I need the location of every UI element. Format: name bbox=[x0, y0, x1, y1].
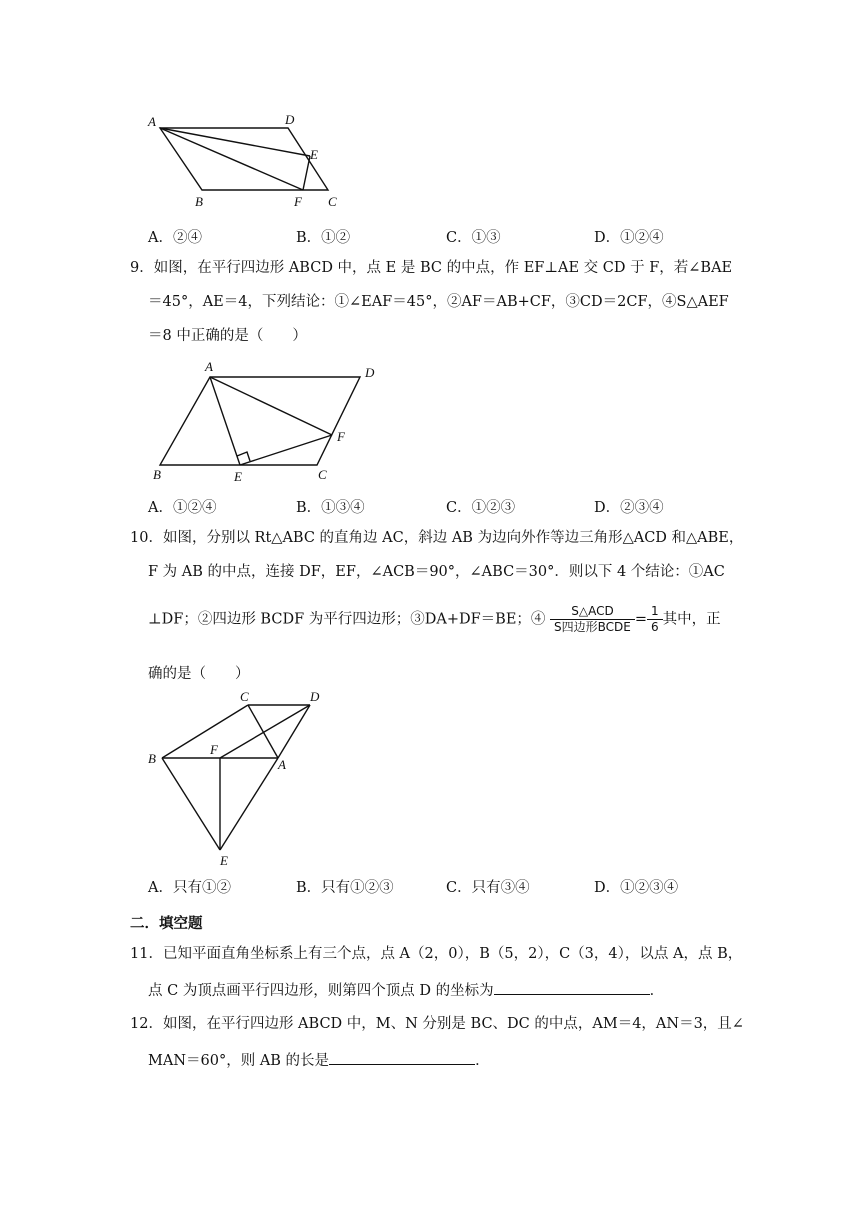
q8-option-a: A．②④ bbox=[148, 230, 202, 246]
q11-end: ． bbox=[649, 983, 665, 999]
fig8-label-B: B bbox=[195, 194, 203, 209]
q10-frac-denominator: S四边形BCDE bbox=[554, 620, 631, 634]
q10-line3-pre: ⊥DF；②四边形 BCDF 为平行四边形；③DA+DF＝BE；④ bbox=[148, 611, 546, 628]
q11-line2-text: 点 C 为顶点画平行四边形，则第四个顶点 D 的坐标为 bbox=[148, 983, 494, 999]
fig9-label-C: C bbox=[318, 467, 327, 482]
q9-line3: ＝8 中正确的是（ ） bbox=[148, 328, 307, 344]
fig8-label-A: A bbox=[148, 114, 156, 129]
q10-line2: F 为 AB 的中点，连接 DF，EF，∠ACB＝90°，∠ABC＝30°．则以下 4 个结论：①AC bbox=[148, 564, 725, 580]
q8-option-b: B．①② bbox=[296, 230, 351, 246]
q9-line2: ＝45°，AE＝4，下列结论：①∠EAF＝45°，②AF＝AB+CF，③CD＝2CF，④S△AEF bbox=[148, 294, 729, 310]
q9-option-b: B．①③④ bbox=[296, 500, 365, 516]
q11-answer-blank[interactable] bbox=[494, 980, 650, 995]
q11-line2 bbox=[148, 980, 664, 1001]
q9-option-a: A．①②④ bbox=[148, 500, 217, 516]
fig10-label-F: F bbox=[210, 742, 218, 757]
q8-option-c: C．①③ bbox=[446, 230, 501, 246]
q10-option-d: D．①②③④ bbox=[594, 880, 679, 896]
fig9-label-F: F bbox=[337, 429, 345, 444]
q10-option-b: B．只有①②③ bbox=[296, 880, 394, 896]
q10-frac-value-den: 6 bbox=[651, 620, 659, 634]
fig10-label-C: C bbox=[240, 689, 249, 704]
fig10-label-B: B bbox=[148, 751, 156, 766]
figure-q8 bbox=[140, 108, 350, 213]
fig8-label-F: F bbox=[294, 194, 302, 209]
q12-end: ． bbox=[475, 1053, 490, 1069]
q12-line2-text: MAN＝60°，则 AB 的长是 bbox=[148, 1053, 330, 1069]
q8-option-d: D．①②④ bbox=[594, 230, 664, 246]
q10-option-a: A．只有①② bbox=[148, 880, 231, 896]
q10-line3-post: 其中，正 bbox=[662, 611, 721, 628]
q9-line1: 9．如图，在平行四边形 ABCD 中，点 E 是 BC 的中点，作 EF⊥AE 交 CD 于 F，若∠BAE bbox=[130, 260, 733, 276]
q12-line1: 12．如图，在平行四边形 ABCD 中，M、N 分别是 BC、DC 的中点，AM＝4，AN＝3，且∠ bbox=[130, 1016, 744, 1032]
fig10-label-E: E bbox=[220, 853, 228, 868]
fig10-label-A: A bbox=[278, 757, 286, 772]
q11-line1: 11．已知平面直角坐标系上有三个点，点 A（2，0），B（5，2），C（3，4），以点 A，点 B， bbox=[130, 946, 743, 962]
fig9-label-E: E bbox=[234, 469, 242, 484]
q12-answer-blank[interactable] bbox=[329, 1050, 475, 1065]
q12-line2 bbox=[148, 1050, 490, 1071]
q10-frac-value bbox=[647, 604, 663, 635]
figure-q9 bbox=[145, 355, 390, 485]
q10-line1: 10．如图，分别以 Rt△ABC 的直角边 AC，斜边 AB 为边向外作等边三角形△ACD 和△ABE， bbox=[130, 530, 744, 546]
q10-frac-value-num: 1 bbox=[647, 604, 663, 620]
section-title-fill-in: 二．填空题 bbox=[130, 916, 203, 932]
fig9-label-A: A bbox=[205, 359, 213, 374]
q10-line4: 确的是（ ） bbox=[148, 666, 250, 682]
fig8-label-D: D bbox=[285, 112, 295, 127]
fig9-label-B: B bbox=[153, 467, 161, 482]
fig10-label-D: D bbox=[310, 689, 320, 704]
q10-area-fraction bbox=[550, 604, 635, 635]
fig8-label-E: E bbox=[310, 147, 318, 162]
q10-option-c: C．只有③④ bbox=[446, 880, 530, 896]
q10-line3: ⊥DF；②四边形 BCDF 为平行四边形；③DA+DF＝BE；④ $\frac{\text{S△ACD}}{\text{S四边形BCDE}}$ = $\frac{1}{6}$ 其中，正 bbox=[148, 604, 721, 634]
figure-q10 bbox=[140, 685, 340, 870]
q9-option-d: D．②③④ bbox=[594, 500, 664, 516]
fig9-label-D: D bbox=[365, 365, 375, 380]
q10-frac-numerator: S△ACD bbox=[550, 604, 635, 620]
fig8-label-C: C bbox=[328, 194, 337, 209]
q9-option-c: C．①②③ bbox=[446, 500, 516, 516]
